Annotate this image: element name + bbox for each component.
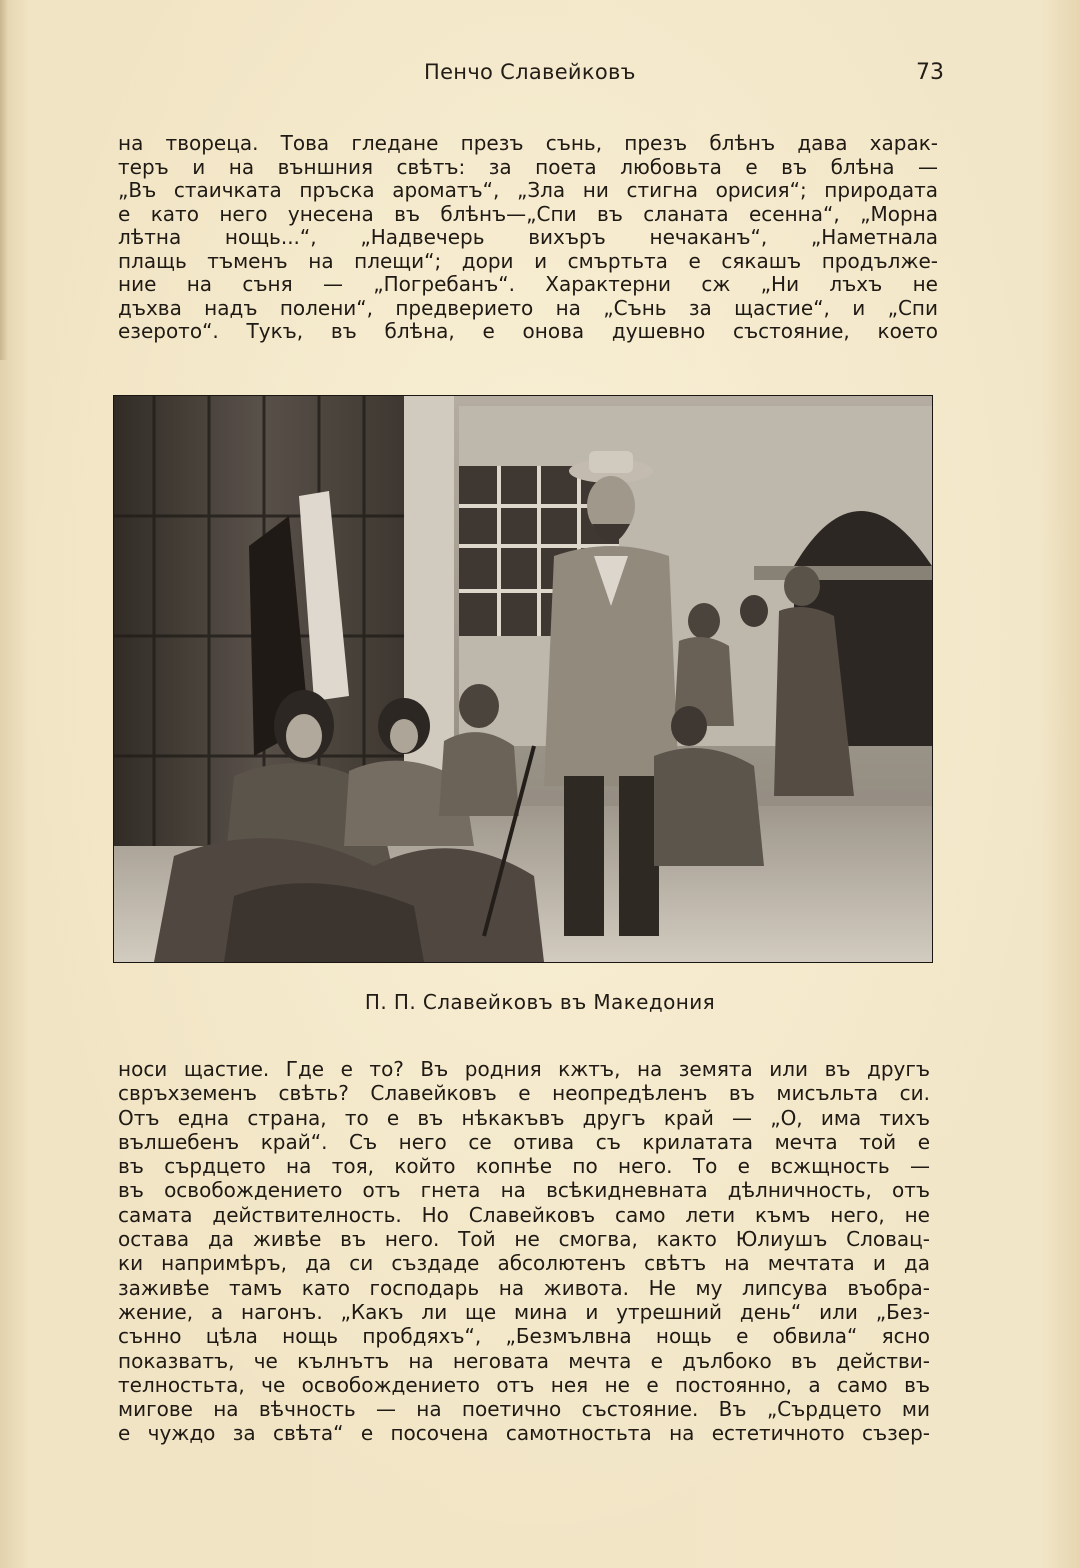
text-line: дъхва надъ полени“, предверието на „Сънь за щастие“, и „Спи (118, 296, 938, 320)
page-number: 73 (916, 60, 944, 85)
text-line: въ освобождението отъ гнета на всѣкидневната дѣлничность, отъ (118, 1178, 930, 1203)
text-line: вълшебенъ край“. Съ него се отива съ крилатата мечта той е (118, 1129, 930, 1154)
text-line: остава да живѣе въ него. Той не смогва, както Юлиушъ Словац- (118, 1227, 930, 1252)
paragraph-top (118, 132, 938, 344)
text-line: показватъ, че кълнътъ на неговата мечта е дълбоко въ действи- (118, 1348, 930, 1373)
text-line: „Въ стаичката пръска ароматъ“, „Зла ни стигна орисия“; природата (118, 179, 938, 202)
text-line: заживѣе тамъ като господарь на живота. Не му липсува въобра- (118, 1275, 930, 1300)
text-line: лѣтна нощь...“, „Надвечерь вихъръ нечаканъ“, „Наметнала (118, 226, 938, 249)
text-line: теръ и на външния свѣтъ: за поета любовьта е въ блѣна — (118, 155, 938, 179)
paragraph-bottom (118, 1057, 930, 1446)
page-edge-shadow (0, 0, 8, 360)
text-line: езерото“. Тукъ, въ блѣна, е онова душевно състояние, което (118, 320, 938, 343)
text-line: плащь тъменъ на плещи“; дори и смъртьта е сякашъ продълже- (118, 249, 938, 273)
text-line: сънно цѣла нощь пробдяхъ“, „Безмълвна нощь е обвила“ ясно (118, 1324, 930, 1349)
text-line: ки напримѣръ, да си създаде абсолютенъ свѣтъ на мечтата и да (118, 1251, 930, 1276)
text-line: е като него унесена въ блѣнъ—„Спи въ сланата есенна“, „Морна (118, 202, 938, 226)
text-line: жение, а нагонъ. „Какъ ли ще мина и утрешний день“ или „Без- (118, 1299, 930, 1324)
text-line: ние на съня — „Погребанъ“. Характерни сж „Ни лъхъ не (118, 273, 938, 296)
text-line: на твореца. Това гледане презъ сънь, презъ блѣнъ дава харак- (118, 132, 938, 155)
photograph (114, 396, 932, 962)
text-line: самата действителность. Но Славейковъ само лети къмъ него, не (118, 1202, 930, 1227)
running-head: Пенчо Славейковъ (424, 60, 636, 84)
text-line: Отъ една страна, то е въ нѣкакъвъ другъ край — „О, има тихъ (118, 1105, 930, 1130)
text-line: мигове на вѣчность — на поетично състояние. Въ „Сърдцето ми (118, 1397, 930, 1422)
text-line: е чуждо за свѣта“ е посочена самотностьта на естетичното съзер- (118, 1421, 930, 1446)
text-line: свръхземенъ свѣть? Славейковъ е неопредѣленъ въ мисъльта си. (118, 1081, 930, 1106)
text-line: въ сърдцето на тоя, който копнѣе по него. То е всжщность — (118, 1154, 930, 1179)
photo-caption: П. П. Славейковъ въ Македония (364, 990, 716, 1014)
text-line: телностьта, че освобождението отъ нея не е постоянно, а само въ (118, 1372, 930, 1397)
text-line: носи щастие. Где е то? Въ родния кжтъ, на земята или въ другъ (118, 1057, 930, 1081)
